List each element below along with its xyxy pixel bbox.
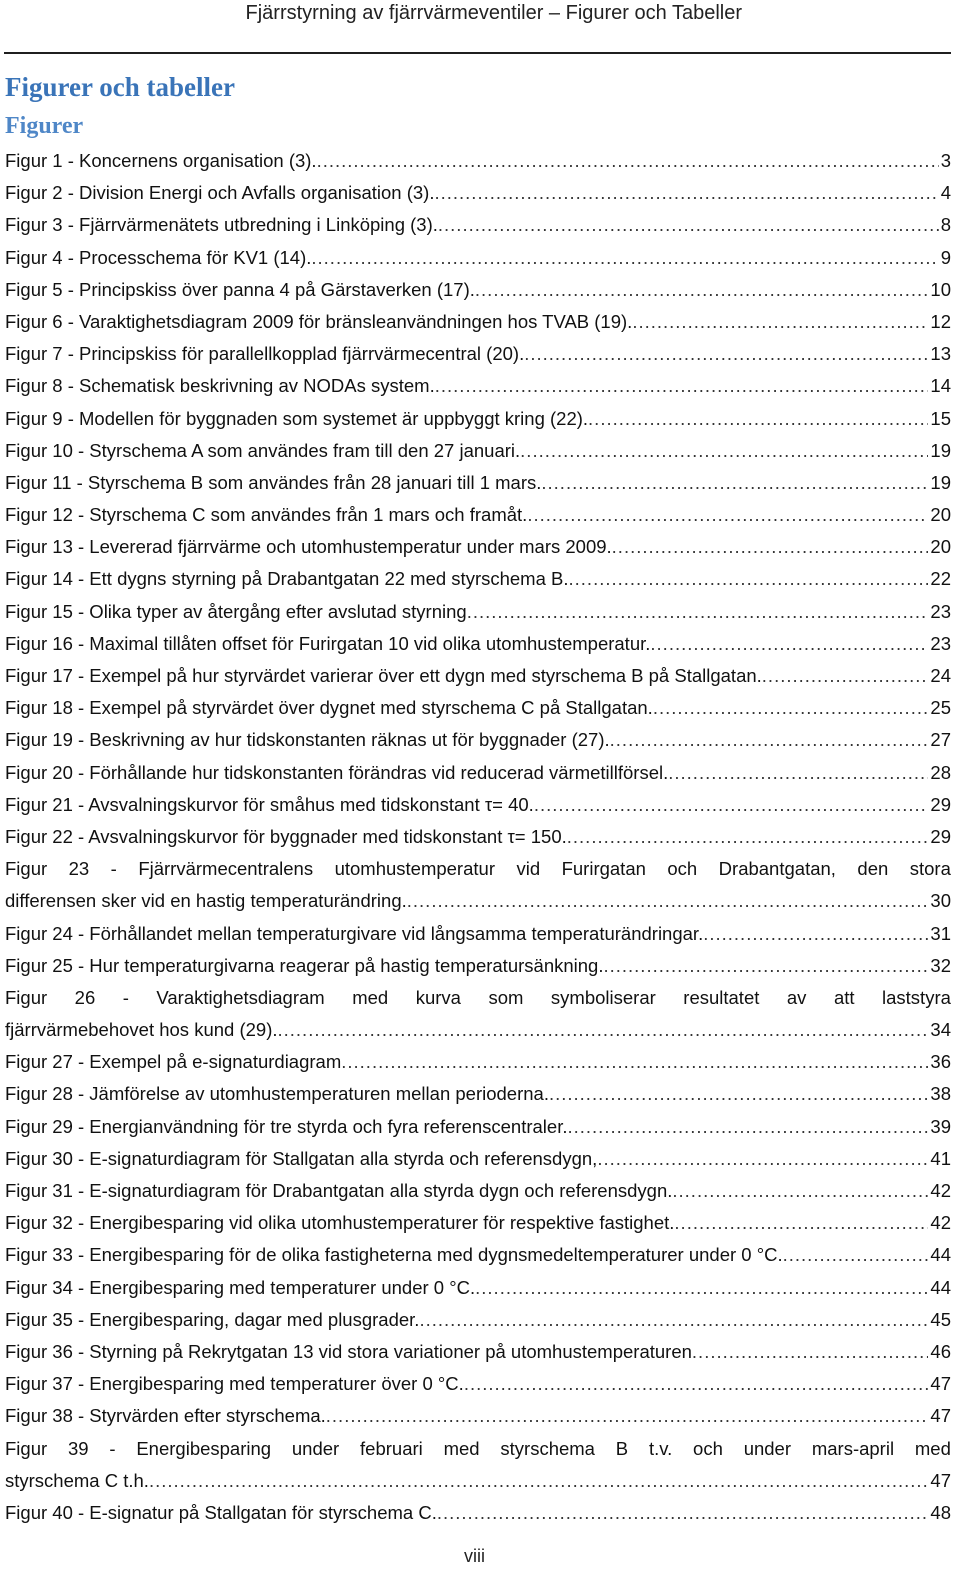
- toc-entry[interactable]: [5, 499, 951, 531]
- toc-entry-title: Figur 19 - Beskrivning av hur tidskonstanten räknas ut för byggnader (27).: [5, 729, 610, 751]
- toc-entry-page: 29: [930, 825, 951, 847]
- toc-leader-dots: [668, 757, 928, 789]
- toc-entry-title: Figur 21 - Avsvalningskurvor för småhus med tidskonstant τ= 40.: [5, 793, 534, 815]
- toc-entry-word: den: [857, 858, 889, 880]
- toc-entry-word: 23: [68, 858, 90, 880]
- toc-entry-word: som: [488, 986, 524, 1008]
- toc-entry-line: [5, 274, 951, 306]
- toc-leader-dots: [569, 563, 929, 595]
- toc-leader-dots: [632, 306, 928, 338]
- toc-leader-dots: [527, 499, 928, 531]
- toc-entry-line: [5, 1304, 951, 1336]
- toc-entry-page: 45: [930, 1308, 951, 1330]
- toc-leader-dots: [612, 531, 929, 563]
- toc-entry-line: [5, 950, 951, 982]
- toc-entry[interactable]: [5, 789, 951, 821]
- toc-leader-dots: [419, 1304, 928, 1336]
- toc-leader-dots: [524, 338, 928, 370]
- toc-entry-line: [5, 885, 951, 917]
- toc-entry-line: [5, 660, 951, 692]
- toc-entry[interactable]: [5, 982, 951, 1046]
- toc-entry[interactable]: [5, 1239, 951, 1271]
- toc-entry-word: med: [914, 1437, 951, 1459]
- toc-entry-title: Figur 30 - E-signaturdiagram för Stallgatan alla styrda och referensdygn,: [5, 1147, 598, 1169]
- toc-entry-word: -: [109, 1437, 116, 1459]
- toc-entry-page: 47: [930, 1373, 951, 1395]
- toc-entry-title: Figur 36 - Styrning på Rekrytgatan 13 vid stora variationer på utomhustemperaturen: [5, 1340, 692, 1362]
- toc-leader-dots: [278, 1014, 929, 1046]
- toc-entry-line: [5, 1400, 951, 1432]
- toc-entry-page: 13: [930, 343, 951, 365]
- toc-entry-line: [5, 370, 951, 402]
- toc-entry[interactable]: [5, 242, 951, 274]
- toc-entry[interactable]: [5, 306, 951, 338]
- toc-entry[interactable]: [5, 1111, 951, 1143]
- toc-entry-line: [5, 563, 951, 595]
- toc-entry-word: med: [443, 1437, 480, 1459]
- toc-leader-dots: [437, 1497, 929, 1529]
- toc-entry-line: [5, 1143, 951, 1175]
- toc-entry-page: 42: [930, 1212, 951, 1234]
- toc-entry-title: Figur 16 - Maximal tillåten offset för Furirgatan 10 vid olika utomhustemperatur.: [5, 632, 651, 654]
- toc-entry-title: Figur 5 - Principskiss över panna 4 på Gärstaverken (17).: [5, 278, 475, 300]
- toc-entry-page: 14: [930, 375, 951, 397]
- toc-entry-word: Fjärrvärmecentralens: [138, 858, 314, 880]
- toc-entry-word: utomhustemperatur: [334, 858, 495, 880]
- toc-leader-dots: [438, 209, 939, 241]
- toc-entry-page: 47: [930, 1405, 951, 1427]
- toc-entry-word: Figur: [5, 1437, 48, 1459]
- toc-leader-dots: [464, 1368, 929, 1400]
- toc-entry-line: [5, 789, 951, 821]
- toc-entry[interactable]: [5, 1207, 951, 1239]
- toc-entry-page: 23: [930, 600, 951, 622]
- toc-entry-word: Furirgatan: [561, 858, 646, 880]
- toc-entry[interactable]: [5, 1433, 951, 1497]
- toc-leader-dots: [567, 1111, 928, 1143]
- toc-entry-title: Figur 17 - Exempel på hur styrvärdet varierar över ett dygn med styrschema B på Stallgatan.: [5, 665, 762, 686]
- toc-entry[interactable]: [5, 1272, 951, 1304]
- toc-entry-title: styrschema C t.h.: [5, 1469, 149, 1491]
- toc-entry[interactable]: [5, 209, 951, 241]
- toc-entry-word: kurva: [415, 986, 461, 1008]
- header-rule: [4, 52, 951, 54]
- toc-entry-title: Figur 7 - Principskiss för parallellkopplad fjärrvärmecentral (20).: [5, 343, 525, 365]
- toc-leader-dots: [407, 885, 929, 917]
- toc-leader-dots: [674, 1207, 928, 1239]
- toc-entry-word: styrschema: [500, 1437, 595, 1459]
- toc-entry-line: [5, 1336, 951, 1368]
- toc-entry-title: Figur 33 - Energibesparing för de olika fastigheterna med dygnsmedeltemperaturer under 0 °C.: [5, 1244, 783, 1266]
- toc-entry[interactable]: [5, 950, 951, 982]
- toc-entry-line: [5, 724, 951, 756]
- toc-entry-page: 3: [940, 150, 951, 171]
- toc-entry-line: [5, 1078, 951, 1110]
- toc-entry-title: Figur 18 - Exempel på styrvärdet över dygnet med styrschema C på Stallgatan.: [5, 697, 653, 719]
- toc-entry-line: [5, 1239, 951, 1271]
- toc-leader-dots: [326, 1400, 929, 1432]
- toc-entry-line: [5, 1111, 951, 1143]
- toc-entry-page: 19: [930, 439, 951, 461]
- toc-entry-title: Figur 15 - Olika typer av återgång efter avslutad styrning: [5, 600, 467, 622]
- toc-leader-dots: [317, 145, 939, 177]
- toc-entry[interactable]: [5, 338, 951, 370]
- toc-leader-dots: [534, 789, 929, 821]
- toc-entry[interactable]: [5, 177, 951, 209]
- toc-entry-title: Figur 3 - Fjärrvärmenätets utbredning i Linköping (3).: [5, 214, 438, 236]
- toc-entry-line: [5, 1207, 951, 1239]
- toc-entry-word: vid: [516, 858, 541, 880]
- toc-entry-line: [5, 209, 951, 241]
- toc-leader-dots: [549, 1078, 928, 1110]
- toc-entry-title: Figur 14 - Ett dygns styrning på Drabantgatan 22 med styrschema B.: [5, 568, 569, 590]
- toc-entry-page: 19: [930, 471, 951, 493]
- toc-entry-page: 12: [930, 310, 951, 332]
- toc-entry-word: Varaktighetsdiagram: [156, 986, 325, 1008]
- toc-entry-word: symboliserar: [550, 986, 656, 1008]
- toc-entry-title: Figur 2 - Division Energi och Avfalls organisation (3).: [5, 182, 435, 204]
- toc-entry[interactable]: [5, 145, 951, 177]
- toc-entry-word: Energibesparing: [136, 1437, 272, 1459]
- toc-entry-first-line: [5, 853, 951, 885]
- toc-entry-word: -: [110, 858, 117, 880]
- toc-entry-line: [5, 692, 951, 724]
- toc-entry-line: [5, 242, 951, 274]
- toc-entry-word: t.v.: [648, 1437, 673, 1459]
- toc-entry-page: 31: [930, 922, 951, 944]
- toc-entry-title: Figur 1 - Koncernens organisation (3).: [5, 150, 317, 171]
- toc-leader-dots: [692, 1336, 929, 1368]
- toc-entry-word: -: [122, 986, 129, 1008]
- main-heading: Figurer och tabeller: [5, 72, 235, 102]
- toc-entry-word: Drabantgatan,: [718, 858, 836, 880]
- page-number: viii: [464, 1546, 485, 1566]
- toc-entry-line: [5, 628, 951, 660]
- toc-entry-line: [5, 435, 951, 467]
- toc-leader-dots: [762, 660, 929, 692]
- toc-entry[interactable]: [5, 660, 951, 692]
- figure-list: [5, 145, 951, 1529]
- toc-entry[interactable]: [5, 531, 951, 563]
- toc-entry[interactable]: [5, 1078, 951, 1110]
- running-header: Fjärrstyrning av fjärrvärmeventiler – Figurer och Tabeller: [245, 2, 742, 24]
- toc-entry[interactable]: [5, 563, 951, 595]
- toc-entry[interactable]: [5, 628, 951, 660]
- toc-entry-line: [5, 1175, 951, 1207]
- toc-entry-title: Figur 34 - Energibesparing med temperaturer under 0 °C.: [5, 1276, 476, 1298]
- toc-entry-line: [5, 499, 951, 531]
- toc-entry[interactable]: [5, 1336, 951, 1368]
- toc-entry[interactable]: [5, 1368, 951, 1400]
- toc-entry-word: under: [291, 1437, 340, 1459]
- toc-entry-line: [5, 918, 951, 950]
- toc-entry[interactable]: [5, 757, 951, 789]
- toc-entry-title: Figur 31 - E-signaturdiagram för Drabantgatan alla styrda dygn och referensdygn.: [5, 1180, 673, 1201]
- toc-entry-line: [5, 1014, 951, 1046]
- toc-entry-word: under: [743, 1437, 792, 1459]
- toc-entry[interactable]: [5, 853, 951, 917]
- toc-entry-line: [5, 1465, 951, 1497]
- toc-entry-page: 32: [930, 954, 951, 976]
- toc-leader-dots: [467, 596, 929, 628]
- toc-entry-page: 15: [930, 407, 951, 429]
- toc-leader-dots: [650, 628, 928, 660]
- toc-leader-dots: [149, 1465, 928, 1497]
- toc-leader-dots: [672, 1175, 928, 1207]
- toc-entry-word: stora: [909, 858, 951, 880]
- toc-entry-page: 36: [930, 1051, 951, 1073]
- toc-entry-page: 44: [930, 1276, 951, 1298]
- toc-entry-word: februari: [360, 1437, 423, 1459]
- toc-entry-page: 10: [930, 278, 951, 300]
- toc-entry-title: Figur 40 - E-signatur på Stallgatan för styrschema C.: [5, 1501, 437, 1523]
- toc-leader-dots: [703, 918, 928, 950]
- toc-entry[interactable]: [5, 1175, 951, 1207]
- toc-entry-title: Figur 9 - Modellen för byggnaden som systemet är uppbyggt kring (22).: [5, 407, 589, 429]
- toc-leader-dots: [588, 403, 928, 435]
- toc-entry-word: 39: [67, 1437, 89, 1459]
- toc-entry-page: 28: [930, 761, 951, 783]
- toc-entry-word: Figur: [5, 858, 48, 880]
- toc-entry-line: [5, 1046, 951, 1078]
- toc-entry-title: Figur 28 - Jämförelse av utomhustemperaturen mellan perioderna.: [5, 1083, 549, 1105]
- toc-entry-first-line: [5, 982, 951, 1014]
- toc-leader-dots: [783, 1239, 929, 1271]
- toc-entry-page: 48: [930, 1501, 951, 1523]
- toc-entry-page: 9: [940, 246, 951, 268]
- toc-entry[interactable]: [5, 1304, 951, 1336]
- toc-entry[interactable]: [5, 467, 951, 499]
- toc-entry-page: 34: [930, 1019, 951, 1041]
- toc-entry[interactable]: [5, 821, 951, 853]
- toc-leader-dots: [567, 821, 929, 853]
- toc-entry-word: laststyra: [882, 986, 951, 1008]
- toc-entry-page: 41: [930, 1147, 951, 1169]
- toc-entry-title: fjärrvärmebehovet hos kund (29).: [5, 1019, 278, 1041]
- toc-entry-page: 25: [930, 697, 951, 719]
- toc-entry-word: 26: [74, 986, 96, 1008]
- toc-entry-line: [5, 1368, 951, 1400]
- toc-entry-page: 20: [930, 504, 951, 526]
- toc-entry-first-line: [5, 1433, 951, 1465]
- toc-entry-word: med: [352, 986, 389, 1008]
- toc-entry-page: 30: [930, 890, 951, 912]
- toc-entry-word: och: [693, 1437, 723, 1459]
- toc-entry[interactable]: [5, 370, 951, 402]
- toc-entry-word: resultatet: [683, 986, 760, 1008]
- toc-entry-word: av: [786, 986, 807, 1008]
- toc-entry-line: [5, 531, 951, 563]
- toc-entry-title: Figur 24 - Förhållandet mellan temperaturgivare vid långsamma temperaturändringar.: [5, 922, 704, 944]
- toc-entry[interactable]: [5, 724, 951, 756]
- toc-entry-line: [5, 1272, 951, 1304]
- toc-entry-line: [5, 338, 951, 370]
- toc-entry-page: 42: [930, 1180, 951, 1201]
- toc-leader-dots: [475, 274, 929, 306]
- toc-entry-line: [5, 1497, 951, 1529]
- toc-entry-line: [5, 757, 951, 789]
- toc-entry-line: [5, 467, 951, 499]
- toc-entry[interactable]: [5, 1400, 951, 1432]
- toc-entry[interactable]: [5, 274, 951, 306]
- toc-leader-dots: [341, 1046, 928, 1078]
- toc-entry[interactable]: [5, 403, 951, 435]
- figures-heading: Figurer: [5, 113, 84, 139]
- toc-entry-word: mars-april: [811, 1437, 895, 1459]
- toc-entry-page: 39: [930, 1115, 951, 1137]
- toc-entry-page: 4: [940, 182, 951, 204]
- toc-entry-line: [5, 177, 951, 209]
- toc-entry-page: 38: [930, 1083, 951, 1105]
- toc-entry-page: 47: [930, 1469, 951, 1491]
- toc-entry-word: att: [833, 986, 855, 1008]
- toc-entry-title: Figur 6 - Varaktighetsdiagram 2009 för bränsleanvändningen hos TVAB (19).: [5, 310, 633, 332]
- toc-entry-title: Figur 35 - Energibesparing, dagar med plusgrader.: [5, 1308, 420, 1330]
- toc-entry[interactable]: [5, 1046, 951, 1078]
- toc-entry-title: Figur 20 - Förhållande hur tidskonstanten förändras vid reducerad värmetillförsel.: [5, 761, 669, 783]
- toc-entry-page: 20: [930, 536, 951, 558]
- toc-entry[interactable]: [5, 596, 951, 628]
- toc-entry-page: 27: [930, 729, 951, 751]
- toc-entry-title: Figur 32 - Energibesparing vid olika utomhustemperaturer för respektive fastighet.: [5, 1212, 675, 1234]
- toc-leader-dots: [520, 435, 928, 467]
- toc-leader-dots: [434, 177, 938, 209]
- toc-entry-line: [5, 306, 951, 338]
- toc-entry-line: [5, 596, 951, 628]
- toc-entry-word: och: [667, 858, 698, 880]
- toc-entry-title: Figur 25 - Hur temperaturgivarna reagerar på hastig temperatursänkning.: [5, 954, 604, 976]
- toc-entry-title: Figur 27 - Exempel på e-signaturdiagram: [5, 1051, 342, 1073]
- toc-leader-dots: [597, 1143, 928, 1175]
- toc-entry-page: 44: [930, 1244, 951, 1266]
- toc-leader-dots: [541, 467, 928, 499]
- toc-entry-word: Figur: [5, 986, 48, 1008]
- toc-entry[interactable]: [5, 435, 951, 467]
- toc-entry-page: 8: [940, 214, 951, 236]
- toc-entry-page: 23: [930, 632, 951, 654]
- toc-leader-dots: [475, 1272, 928, 1304]
- toc-entry-title: Figur 37 - Energibesparing med temperaturer över 0 °C.: [5, 1373, 464, 1395]
- toc-entry[interactable]: [5, 1143, 951, 1175]
- toc-entry-title: Figur 10 - Styrschema A som användes fram till den 27 januari.: [5, 439, 521, 461]
- toc-entry-title: Figur 13 - Levererad fjärrvärme och utomhustemperatur under mars 2009.: [5, 536, 612, 558]
- toc-entry-title: Figur 11 - Styrschema B som användes från 28 januari till 1 mars.: [5, 471, 542, 493]
- toc-entry-title: Figur 12 - Styrschema C som användes från 1 mars och framåt.: [5, 504, 528, 526]
- toc-entry-page: 24: [930, 665, 951, 686]
- toc-entry-word: B: [615, 1437, 629, 1459]
- toc-entry-line: [5, 821, 951, 853]
- toc-entry[interactable]: [5, 1497, 951, 1529]
- toc-entry-title: differensen sker vid en hastig temperaturändring.: [5, 890, 407, 912]
- toc-entry-line: [5, 145, 951, 177]
- toc-leader-dots: [311, 242, 938, 274]
- toc-leader-dots: [653, 692, 929, 724]
- toc-leader-dots: [610, 724, 929, 756]
- toc-entry-page: 46: [930, 1340, 951, 1362]
- toc-leader-dots: [603, 950, 928, 982]
- toc-entry-title: Figur 22 - Avsvalningskurvor för byggnader med tidskonstant τ= 150.: [5, 825, 567, 847]
- toc-entry[interactable]: [5, 692, 951, 724]
- toc-entry-page: 29: [930, 793, 951, 815]
- toc-entry[interactable]: [5, 918, 951, 950]
- toc-entry-title: Figur 4 - Processchema för KV1 (14).: [5, 246, 312, 268]
- toc-entry-title: Figur 29 - Energianvändning för tre styrda och fyra referenscentraler.: [5, 1115, 568, 1137]
- toc-leader-dots: [435, 370, 929, 402]
- toc-entry-title: Figur 38 - Styrvärden efter styrschema.: [5, 1405, 326, 1427]
- toc-entry-line: [5, 403, 951, 435]
- toc-entry-title: Figur 8 - Schematisk beskrivning av NODAs system.: [5, 375, 435, 397]
- toc-entry-page: 22: [930, 568, 951, 590]
